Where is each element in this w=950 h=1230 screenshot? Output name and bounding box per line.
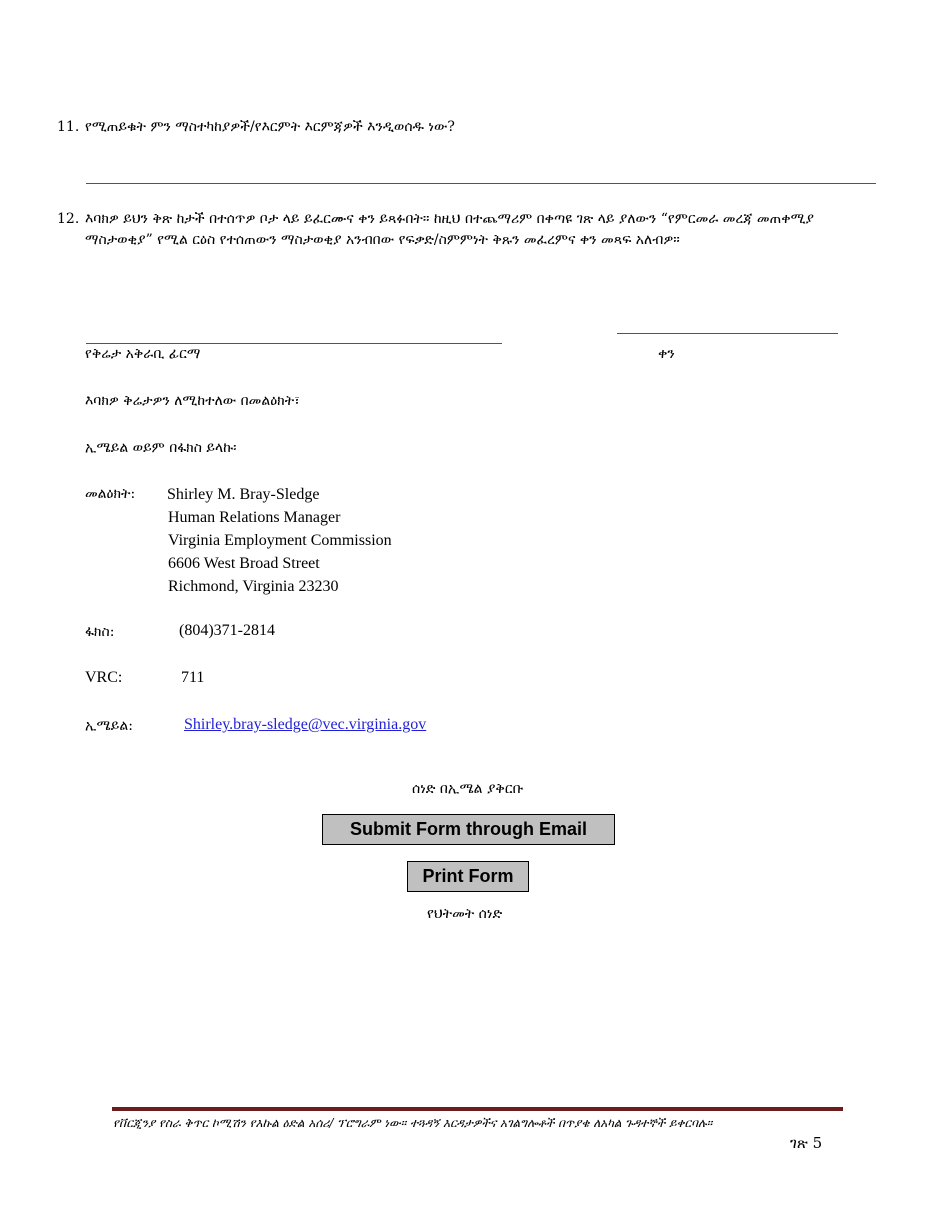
address-label: መልዕክት:: [85, 486, 136, 502]
question-text: እባክዎ ይህን ቅጽ ከታች በተሰጥዎ ቦታ ላይ ይፈርሙና ቀን ይጻፉበት። ከዚህ በተጨማሪም በቀጣዩ ገጽ ላይ ያለውን “የምርመራ መረጃ መጠቀሚያ ማስታወቂያ” የሚል ርዕስ የተሰጠውን ማስታወቂያ አንብበው የፍቃድ/ስምምነት ቅጹን መፈረምና ቀን መጻፍ አለብዎ።: [85, 211, 815, 248]
date-line[interactable]: [617, 333, 838, 334]
send-instruction: እባክዎ ቅሬታዎን ለሚከተለው በመልዕክት፣: [85, 393, 300, 409]
print-caption: የህትመት ሰነድ: [427, 906, 503, 922]
print-form-button[interactable]: Print Form: [407, 861, 529, 892]
signature-label: የቅሬታ አቅራቢ ፊርማ: [85, 346, 201, 362]
signature-line[interactable]: [86, 343, 502, 344]
question-number: 11.: [57, 119, 80, 135]
address-name: Shirley M. Bray-Sledge: [167, 486, 320, 503]
footer-divider: [112, 1107, 843, 1111]
address-title: Human Relations Manager: [168, 509, 341, 526]
date-label: ቀን: [658, 346, 675, 362]
page-number: ገጽ 5: [790, 1134, 823, 1152]
address-city: Richmond, Virginia 23230: [168, 578, 339, 595]
email-caption: ሰነድ በኢሜል ያቅርቡ: [412, 781, 524, 797]
vrc-label: VRC:: [85, 669, 123, 686]
address-block: [167, 483, 392, 598]
address-org: Virginia Employment Commission: [168, 532, 392, 549]
question-number: 12.: [57, 211, 80, 227]
question-text: የሚጠይቁት ምን ማስተካከያዎች/የእርምት እርምጃዎች እንዲወሰዱ ነው?: [85, 119, 455, 135]
footer-text: የቨርጂንያ የስራ ቅጥር ኮሚሽን የእኩል ዕድል አሰሪ/ ፕሮግራም ነው። ተጓዳኝ እርዳታዎችና አገልግሎቶች በጥያቄ ለአካል ጉዳተኞች ይቀርባሉ።: [113, 1116, 713, 1130]
fax-value: (804)371-2814: [179, 622, 275, 639]
vrc-value: 711: [181, 669, 205, 686]
fax-label: ፋክስ:: [85, 624, 115, 640]
submit-email-button[interactable]: Submit Form through Email: [322, 814, 615, 845]
answer-line-11[interactable]: [86, 183, 876, 184]
address-street: 6606 West Broad Street: [168, 555, 320, 572]
email-label: ኢሜይል:: [85, 718, 133, 734]
email-link[interactable]: Shirley.bray-sledge@vec.virginia.gov: [184, 716, 427, 733]
email-fax-instruction: ኢሜይል ወይም በፋክስ ይላኩ፡: [85, 440, 237, 456]
